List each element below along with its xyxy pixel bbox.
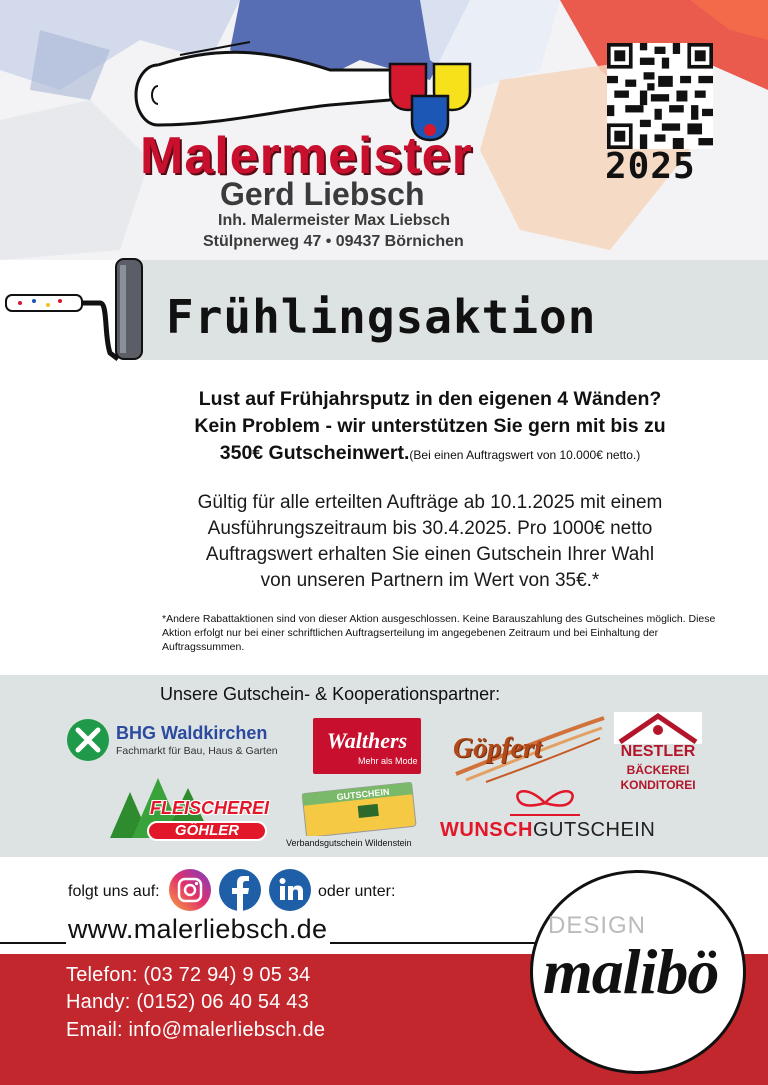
partner-verband-name: Verbandsgutschein Wildenstein xyxy=(286,838,412,848)
offer-headline-3 xyxy=(100,440,760,469)
wunsch-part2: GUTSCHEIN xyxy=(533,819,656,841)
wunsch-part1: WUNSCH xyxy=(440,819,533,841)
offer-body-3: Auftragswert erhalten Sie einen Gutschein Ihrer Wahl xyxy=(205,544,655,565)
partner-bhg-name: BHG Waldkirchen xyxy=(116,723,268,743)
website-link[interactable]: www.malerliebsch.de xyxy=(68,914,328,944)
offer-body-4: von unseren Partnern im Wert von 35€.* xyxy=(260,570,600,591)
footnote: *Andere Rabattaktionen sind von dieser Aktion ausgeschlossen. Keine Barauszahlung des Gutscheines möglich. Diese Aktion erfolgt nur bei einer schriftlichen Auftragserteilung im angegebenen Zeitraum und bei Einhaltung der Auftragssummen. xyxy=(162,613,716,653)
or-label: oder unter: xyxy=(318,883,396,900)
offer-body-2: Ausführungszeitraum bis 30.4.2025. Pro 1000€ netto xyxy=(207,518,653,539)
verbandsgutschein-card xyxy=(298,782,418,836)
website-rule-left xyxy=(0,942,66,944)
offer-amount: 350€ Gutscheinwert. xyxy=(219,442,410,464)
partners-title: Unsere Gutschein- & Kooperationspartner: xyxy=(160,684,501,704)
company-address: Stülpnerweg 47 • 09437 Börnichen xyxy=(203,233,464,250)
page-title: Frühlingsaktion xyxy=(166,290,597,344)
gift-bow-icon xyxy=(510,785,580,819)
mobile-number[interactable]: Handy: (0152) 06 40 54 43 xyxy=(66,991,309,1013)
follow-label: folgt uns auf: xyxy=(68,883,160,900)
phone-number[interactable]: Telefon: (03 72 94) 9 05 34 xyxy=(66,964,311,986)
wallpaper-roll-icon xyxy=(130,40,430,140)
design-badge-label: DESIGN xyxy=(548,912,647,939)
partner-bhg-subtitle: Fachmarkt für Bau, Haus & Garten xyxy=(116,745,278,757)
nestler-logo-icon xyxy=(614,712,702,744)
partner-nestler-line2: BÄCKEREI xyxy=(626,763,690,777)
paint-roller-icon xyxy=(0,255,150,375)
facebook-icon[interactable] xyxy=(218,868,262,912)
offer-condition: (Bei einen Auftragswert von 10.000€ netto.) xyxy=(409,448,641,462)
partner-walthers-subtitle: Mehr als Mode xyxy=(358,756,418,766)
partner-nestler-line3: KONDITOREI xyxy=(620,778,696,792)
email-address[interactable]: Email: info@malerliebsch.de xyxy=(66,1019,326,1041)
owner-subtitle: Inh. Malermeister Max Liebsch xyxy=(218,212,451,229)
year-label: 2025 xyxy=(605,146,696,187)
partner-fleischerei-owner: GÖHLER xyxy=(174,822,240,839)
partner-fleischerei-name: FLEISCHEREI xyxy=(150,798,270,818)
partner-nestler-name: NESTLER xyxy=(620,743,696,760)
offer-headline-1: Lust auf Frühjahrsputz in den eigenen 4 Wänden? xyxy=(198,388,662,410)
owner-name: Gerd Liebsch xyxy=(220,176,425,212)
instagram-icon[interactable] xyxy=(168,868,212,912)
partner-walthers-name: Walthers xyxy=(326,728,408,753)
offer-headline-2: Kein Problem - wir unterstützen Sie gern mit bis zu xyxy=(194,415,666,437)
partner-wunschgutschein xyxy=(440,819,655,842)
bhg-logo-icon xyxy=(66,718,110,762)
brand-logo-text: Malermeister xyxy=(140,127,473,185)
qr-code[interactable] xyxy=(607,43,713,149)
offer-body-1: Gültig für alle erteilten Aufträge ab 10.1.2025 mit einem xyxy=(197,492,663,513)
linkedin-icon[interactable] xyxy=(268,868,312,912)
partner-goepfert-name: Göpfert xyxy=(453,733,542,764)
design-badge-name: malibö xyxy=(543,936,719,1007)
website-rule-right xyxy=(330,942,550,944)
verbandsgutschein-card-label: GUTSCHEIN xyxy=(336,786,390,803)
